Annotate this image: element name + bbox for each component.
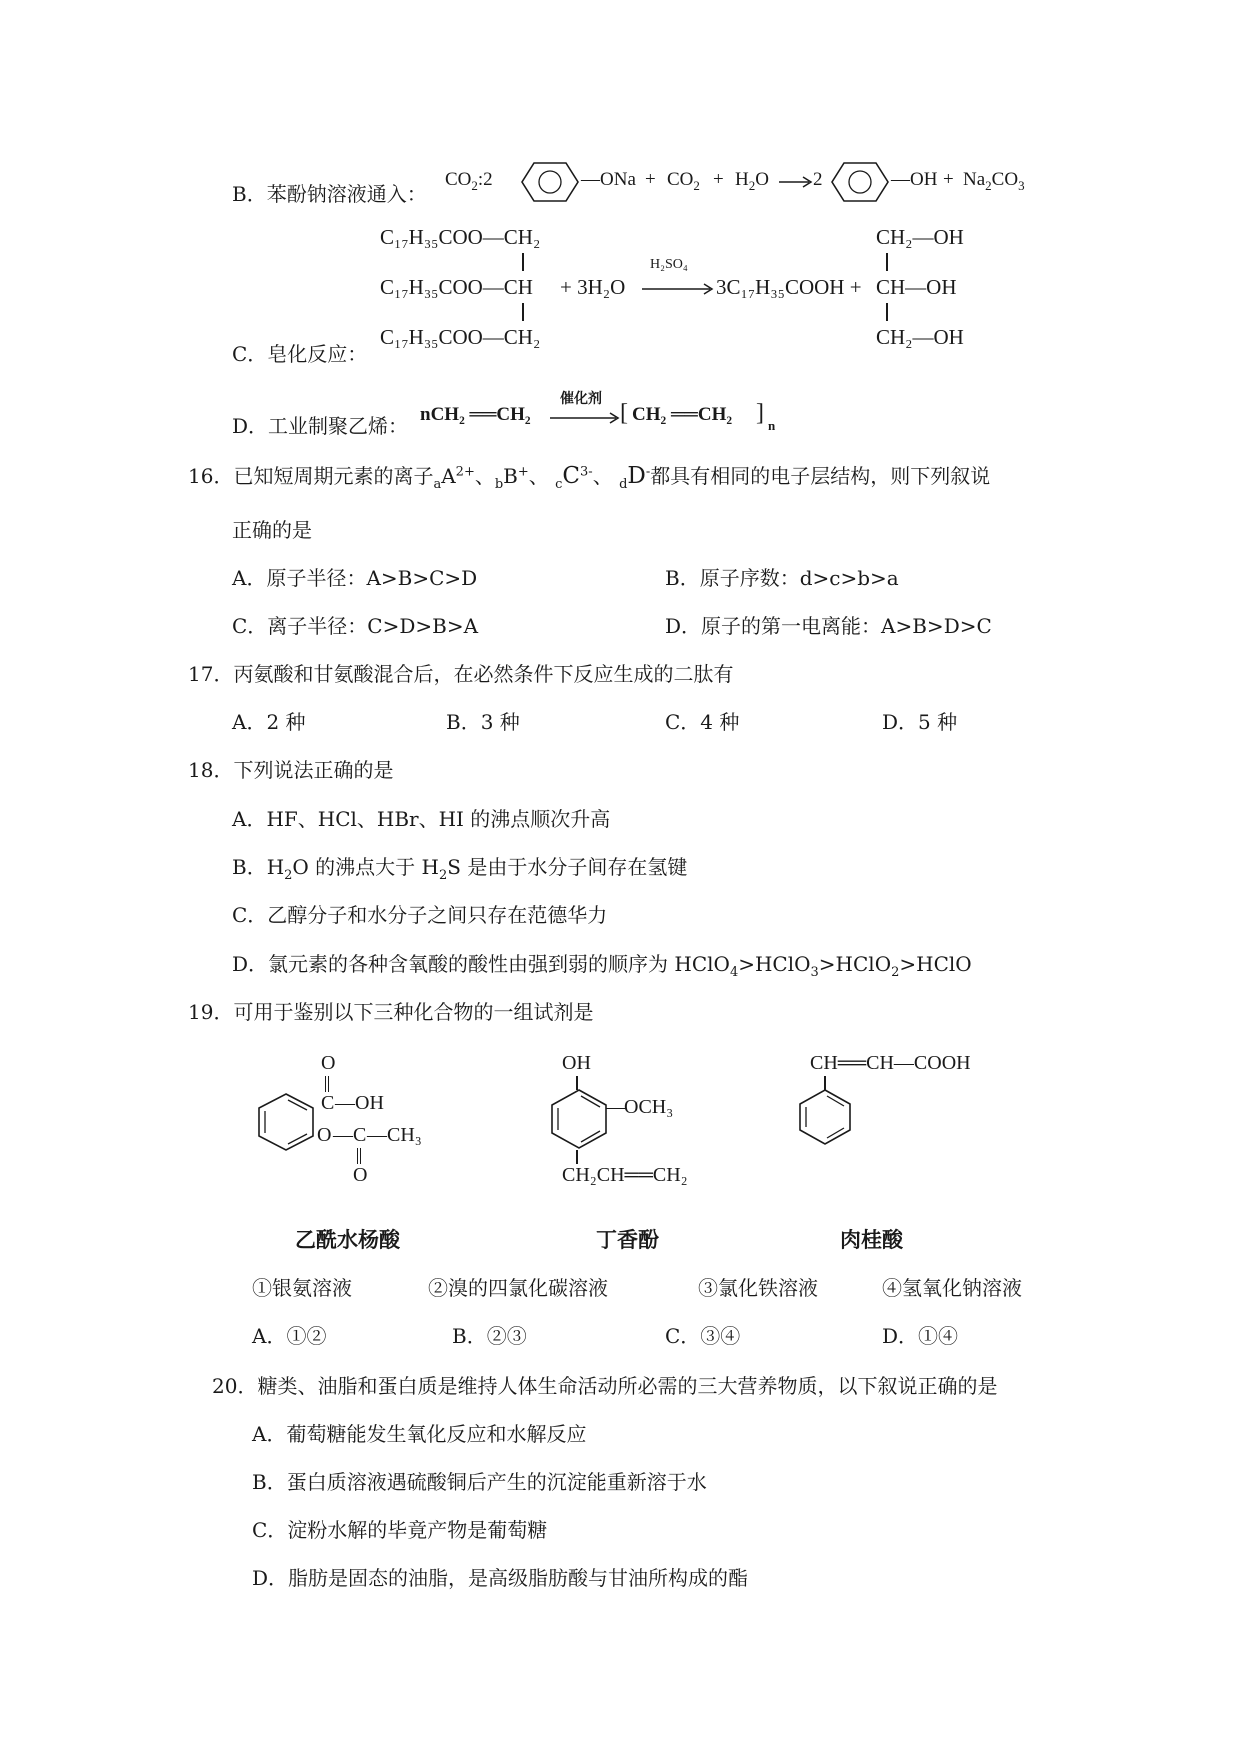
q15-option-d-label: D．工业制聚乙烯： [232,414,409,438]
benzene-ring-icon [830,160,890,204]
q15-d-equation [420,388,800,438]
ion-d-charge: - [645,464,651,480]
q15-option-c-label: C．皂化反应： [232,342,368,366]
reaction-arrow-icon [550,412,620,424]
text: S 是由于水分子间存在氢键 [447,855,688,879]
water-o: O [755,169,769,190]
q19-option-c: C．③④ [665,1324,741,1348]
text: O 的沸点大于 H [292,855,439,879]
ion-a-charge: 2+ [455,464,475,480]
bond-line [522,303,524,321]
q19-option-d: D．①④ [882,1324,959,1348]
subscript: 4 [729,965,739,980]
bond-line [522,253,524,271]
ion-b: B [503,464,518,488]
benzene-ring-icon [520,160,580,204]
ion-d-number: d [619,477,628,492]
ion-d: D [627,463,646,489]
bond-line [886,303,888,321]
separator: 、 [528,464,549,488]
q15-option-b-label: B．苯酚钠溶液通入： [232,182,427,206]
allyl-group: CH₂CH══CH₂ [562,1164,688,1186]
subscript: 2 [891,965,900,980]
catalyst-label: 催化剂 [560,391,602,407]
q16-stem-part-a: 16．已知短周期元素的离子 [188,464,434,488]
catalyst-label: H₂SO₄ [650,257,688,272]
q20-option-a: A．葡萄糖能发生氧化反应和水解反应 [252,1422,587,1446]
reaction-arrow-icon [642,283,714,295]
ethylene-reactant: nCH₂ ══CH₂ [420,404,531,425]
q17-option-b: B．3 种 [446,710,520,734]
carboxyl-carbon: C [321,1092,335,1114]
q17-option-c: C．4 种 [665,710,740,734]
separator: 、 [474,464,495,488]
q15-c-equation [380,225,1000,365]
q17-stem: 17．丙氨酸和甘氨酸混合后，在必然条件下反应生成的二肽有 [188,662,734,686]
ester-carbonyl-oxygen: O [353,1164,368,1186]
ratio-text: :2 [477,169,493,190]
structure-aspirin [255,1052,455,1192]
coefficient: 2 [813,169,823,190]
methoxy-group: OCH₃ [624,1096,674,1118]
q15-b-equation: $CO_2:2$ —ONa + $CO_2$ + $H_2O$ 2 —OH + $Na_2CO_3$ [445,160,1025,206]
plus-sign: + [645,169,656,190]
triglyceride-row-2: C₁₇H₃₅COO—CH [380,275,533,299]
co2-formula: CO [445,169,472,190]
benzene-ring-icon [796,1088,854,1146]
q20-option-b: B．蛋白质溶液遇硫酸铜后产生的沉淀能重新溶于水 [252,1470,707,1494]
reagent-1: ①银氨溶液 [252,1276,352,1300]
q19-stem: 19．可用于鉴别以下三种化合物的一组试剂是 [188,1000,594,1024]
carbonyl-oxygen: O [321,1052,336,1074]
q16-option-c: C．离子半径：C>D>B>A [232,614,479,638]
compound-name-aspirin: 乙酰水杨酸 [295,1228,400,1252]
q16-option-d: D．原子的第一电离能：A>B>D>C [665,614,992,638]
subscript: 3 [810,965,819,980]
text: >HClO [738,952,811,976]
ester-oxygen: O [317,1124,332,1146]
water-h: H [735,169,749,190]
bond-line [576,1150,578,1164]
degree-of-polymerization: n [768,418,776,433]
q18-option-d [232,950,972,978]
acrylic-chain: CH══CH—COOH [810,1052,971,1074]
ion-c: C [562,463,581,489]
ion-a-number: a [433,477,442,492]
text: D．氯元素的各种含氧酸的酸性由强到弱的顺序为 HClO [232,952,730,976]
bond-line [886,253,888,271]
q16-option-b: B．原子序数：d>c>b>a [665,566,899,590]
reaction-arrow-icon [779,175,813,189]
glycerol-row-1: CH₂—OH [876,225,964,249]
sodium-carbonate-na: Na [963,169,986,190]
benzene-ring-icon [548,1088,610,1150]
hydroxyl-group: —OH [335,1092,384,1114]
water-reactant: + 3H₂O [560,275,626,299]
subscript: 2 [438,868,448,883]
ona-group: ONa [600,169,636,190]
ion-c-charge: 3- [580,464,593,480]
methyl-group: —CH₃ [367,1124,422,1146]
plus-sign: + [943,169,954,190]
q20-option-d: D．脂肪是固态的油脂，是高级脂肪酸与甘油所构成的酯 [252,1566,749,1590]
triglyceride-row-1: C₁₇H₃₅COO—CH₂ [380,225,541,249]
q18-option-a: A．HF、HCl、HBr、HI 的沸点顺次升高 [232,807,611,831]
q17-option-a: A．2 种 [232,710,306,734]
q19-option-a: A．①② [252,1324,327,1348]
ion-c-number: c [555,477,563,492]
bond-dash: — [606,1096,626,1118]
bond-dash: — [333,1124,353,1146]
q16-stem-part-b: 都具有相同的电子层结构，则下列叙说 [650,464,991,488]
double-bond [357,1148,361,1164]
q18-stem: 18．下列说法正确的是 [188,758,394,782]
q19-option-b: B．②③ [452,1324,527,1348]
text: >HClO [899,952,972,976]
benzene-ring-icon [255,1092,317,1152]
reagent-4: ④氢氧化钠溶液 [882,1276,1022,1300]
q16-option-a: A．原子半径：A>B>C>D [232,566,478,590]
text: >HClO [818,952,892,976]
phenol-hydroxyl: OH [562,1052,591,1074]
compound-name-eugenol: 丁香酚 [596,1228,659,1252]
q17-option-d: D．5 种 [882,710,958,734]
reagent-2: ②溴的四氯化碳溶液 [428,1276,608,1300]
q20-stem: 20．糖类、油脂和蛋白质是维持人体生命活动所必需的三大营养物质，以下叙说正确的是 [212,1374,998,1398]
sodium-carbonate-co: CO [991,169,1019,190]
glycerol-row-2: CH—OH [876,275,957,299]
subscript: 2 [284,868,293,883]
q16-stem [188,462,990,490]
q18-option-c: C．乙醇分子和水分子之间只存在范德华力 [232,903,608,927]
ester-carbon: C [353,1124,367,1146]
q20-option-c: C．淀粉水解的毕竟产物是葡萄糖 [252,1518,548,1542]
structure-eugenol [540,1052,720,1202]
plus-sign: + [713,169,724,190]
co2-reactant: CO [667,169,694,190]
structure-cinnamic-acid [800,1052,1020,1172]
triglyceride-row-3: C₁₇H₃₅COO—CH₂ [380,325,541,349]
compound-name-cinnamic-acid: 肉桂酸 [840,1228,903,1252]
ion-a: A [441,464,456,488]
glycerol-row-3: CH₂—OH [876,325,964,349]
text: B．H [232,855,285,879]
q18-option-b [232,853,687,881]
polyethylene-unit: CH₂ ══CH₂ [632,404,733,425]
double-bond [325,1076,329,1092]
separator: 、 [592,464,613,488]
stearic-acid-product: 3C₁₇H₃₅COOH + [716,275,862,299]
q16-stem-continued: 正确的是 [232,518,312,542]
polymer-bracket-left: [ [620,400,628,426]
ion-b-number: b [494,477,504,492]
oh-group: OH [910,169,938,190]
ion-b-charge: + [517,464,529,480]
polymer-bracket-right: ] [756,400,764,426]
reagent-3: ③氯化铁溶液 [698,1276,818,1300]
